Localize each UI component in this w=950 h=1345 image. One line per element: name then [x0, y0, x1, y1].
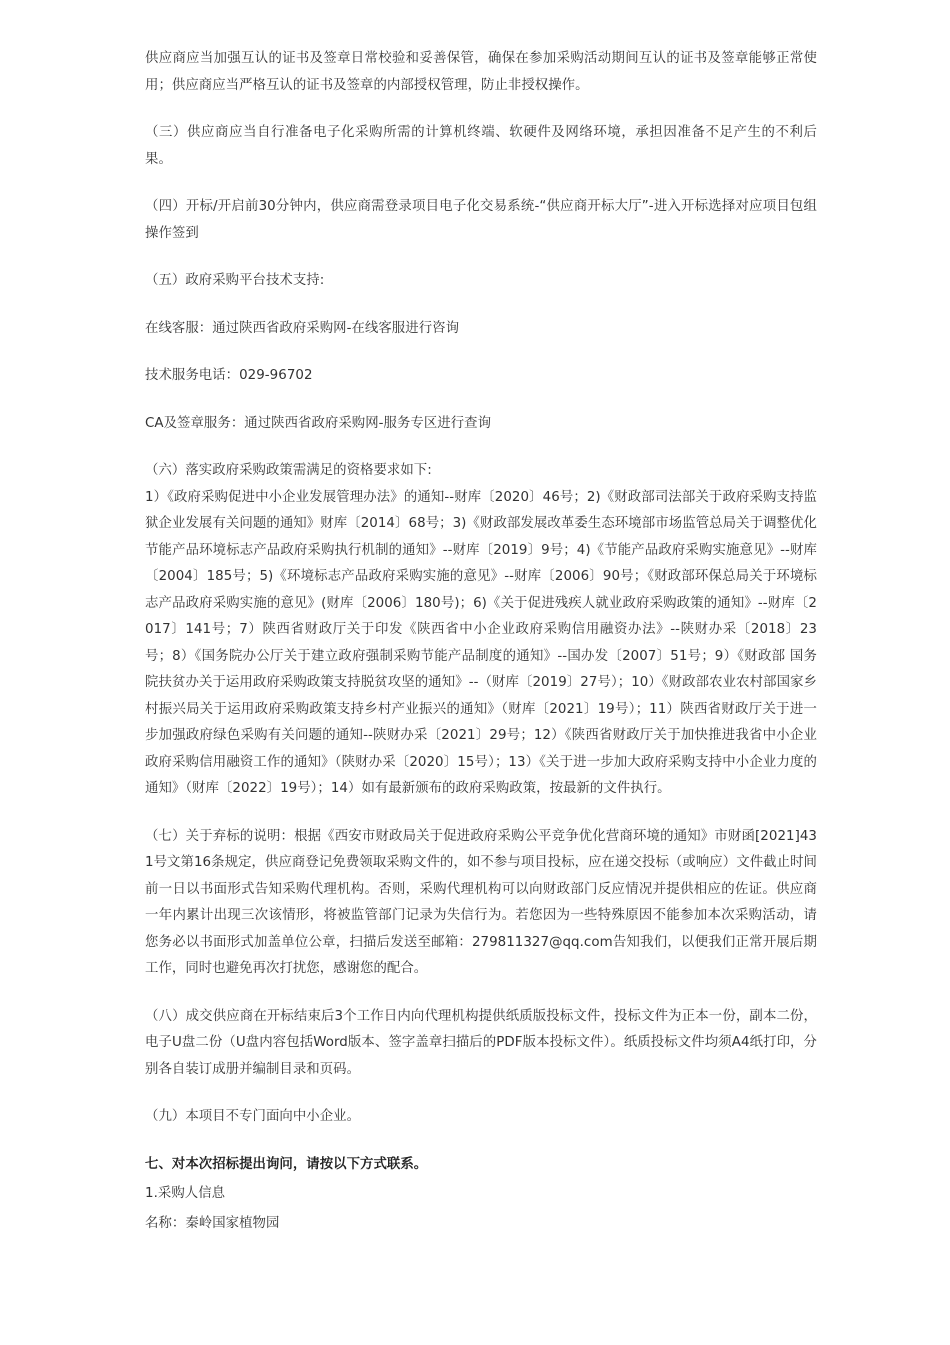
paragraph-purchaser-name: 名称：秦岭国家植物园: [145, 1215, 280, 1231]
paragraph-service-phone: 技术服务电话：029-96702: [145, 368, 313, 383]
paragraph-online-service: 在线客服：通过陕西省政府采购网-在线客服进行咨询: [145, 320, 460, 336]
paragraph-purchaser-info: 1.采购人信息: [145, 1186, 226, 1201]
paragraph-policy-list: 1）《政府采购促进中小企业发展管理办法》的通知--财库〔2020〕46号；2)《财政部司法部关于政府采购支持监狱企业发展有关问题的通知》财库〔2014〕68号；3)《财政部发展改革委生态环境部市场监管总局关于调整优化节能产品环境标志产品政府采购执行机制的通知》--财库〔2019〕9号；4)《节能产品政府采购实施意见》--财库〔2004〕185号；5)《环境标志产品政府采购实施的意见》--财库〔2006〕90号；《财政部环保总局关于环境标志产品政府采购实施的意见》(财库〔2006〕180号)；6)《关于促进残疾人就业政府采购政策的通知》--财库〔2017〕141号；7）陕西省财政厅关于印发《陕西省中小企业政府采购信用融资办法》--陕财办采〔2018〕23号；8）《国务院办公厅关于建立政府强制采购节能产品制度的通知》--国办发〔2007〕51号；9）《财政部 国务院扶贫办关于运用政府采购政策支持脱贫攻坚的通知》--（财库〔2019〕27号）；10）《财政部农业农村部国家乡村振兴局关于运用政府采购政策支持乡村产业振兴的通知》（财库〔2021〕19号）；11）陕西省财政厅关于进一步加强政府绿色采购有关问题的通知--陕财办采〔2021〕29号；12）《陕西省财政厅关于加快推进我省中小企业政府采购信用融资工作的通知》（陕财办采〔2020〕15号）；13）《关于进一步加大政府采购支持中小企业力度的通知》（财库〔2022〕19号）；14）如有最新颁布的政府采购政策，按最新的文件执行。: [145, 489, 817, 796]
paragraph-item-8-documents: （八）成交供应商在开标结束后3个工作日内向代理机构提供纸质版投标文件，投标文件为正本一份，副本二份，电子U盘二份（U盘内容包括Word版本、签字盖章扫描后的PDF版本投标文件）。纸质投标文件均须A4纸打印，分别各自装订成册并编制目录和页码。: [145, 1008, 817, 1077]
paragraph-item-4-sign-in: （四）开标/开启前30分钟内，供应商需登录项目电子化交易系统-“供应商开标大厅”-进入开标选择对应项目包组操作签到: [145, 199, 817, 241]
paragraph-item-9-sme: （九）本项目不专门面向中小企业。: [145, 1109, 361, 1124]
document-body: [145, 46, 817, 1237]
paragraph-item-3-equipment: （三）供应商应当自行准备电子化采购所需的计算机终端、软硬件及网络环境，承担因准备不足产生的不利后果。: [145, 125, 817, 167]
paragraph-item-6-policy: （六）落实政府采购政策需满足的资格要求如下:: [145, 463, 432, 478]
paragraph-ca-service: CA及签章服务：通过陕西省政府采购网-服务专区进行查询: [145, 415, 492, 431]
section-heading-inquiry: 七、对本次招标提出询问，请按以下方式联系。: [145, 1156, 428, 1172]
paragraph-item-7-abandon: （七）关于弃标的说明：根据《西安市财政局关于促进政府采购公平竞争优化营商环境的通知》市财函[2021]431号文第16条规定，供应商登记免费领取采购文件的，如不参与项目投标，应在递交投标（或响应）文件截止时间前一日以书面形式告知采购代理机构。否则，采购代理机构可以向财政部门反应情况并提供相应的佐证。供应商一年内累计出现三次该情形，将被监管部门记录为失信行为。若您因为一些特殊原因不能参加本次采购活动，请您务必以书面形式加盖单位公章，扫描后发送至邮箱：279811327@qq.com告知我们，以便我们正常开展后期工作，同时也避免再次打扰您，感谢您的配合。: [145, 828, 817, 976]
paragraph-certificate-management: 供应商应当加强互认的证书及签章日常校验和妥善保管，确保在参加采购活动期间互认的证书及签章能够正常使用；供应商应当严格互认的证书及签章的内部授权管理，防止非授权操作。: [145, 51, 817, 93]
paragraph-item-5-tech-support: （五）政府采购平台技术支持:: [145, 273, 325, 288]
